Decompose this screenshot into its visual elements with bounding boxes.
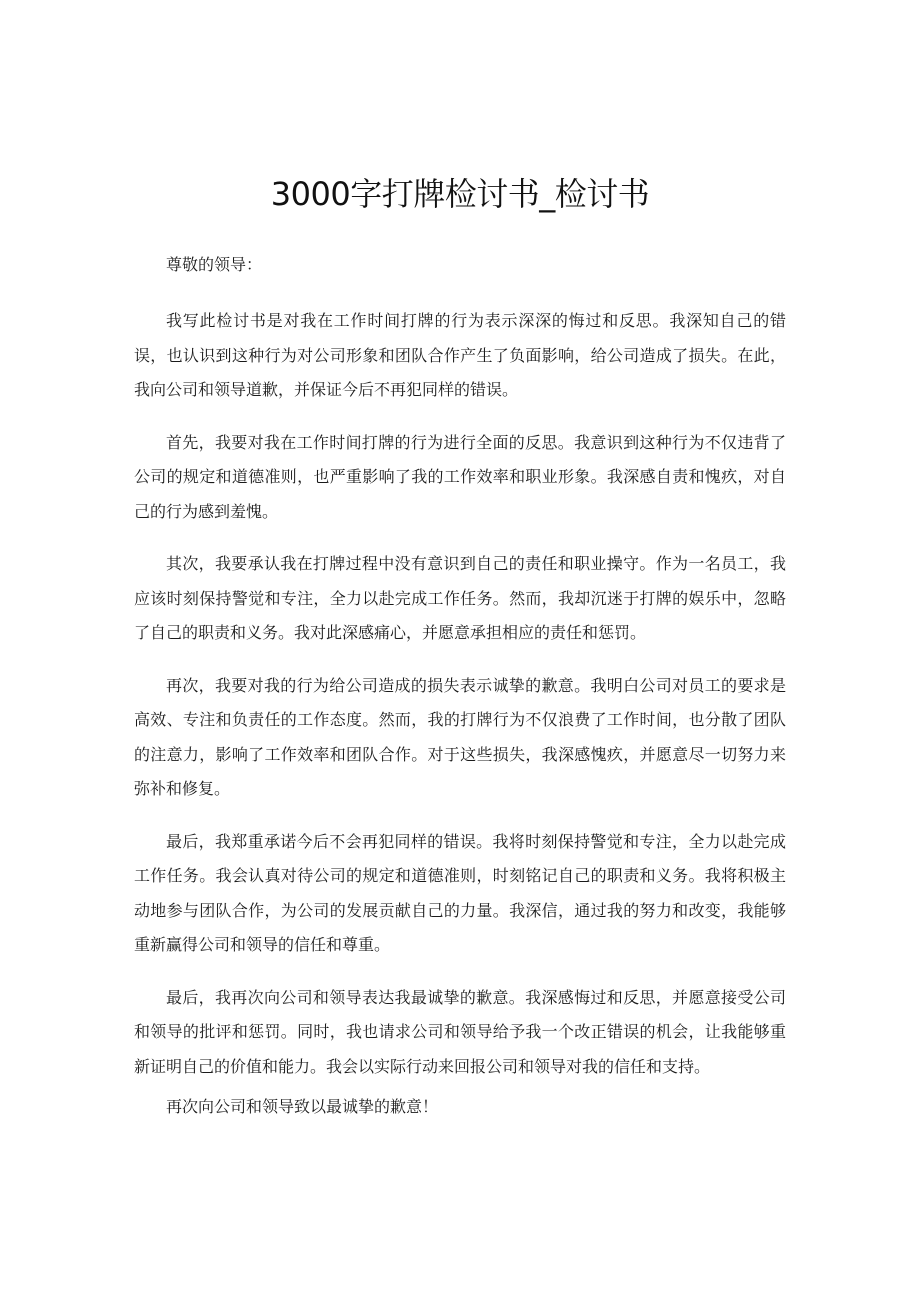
paragraph-1: 我写此检讨书是对我在工作时间打牌的行为表示深深的悔过和反思。我深知自己的错误，也认识到这种行为对公司形象和团队合作产生了负面影响，给公司造成了损失。在此，我向公司和领导道歉，并保证今后不再犯同样的错误。: [134, 311, 786, 399]
paragraph-6: 最后，我再次向公司和领导表达我最诚挚的歉意。我深感悔过和反思，并愿意接受公司和领导的批评和惩罚。同时，我也请求公司和领导给予我一个改正错误的机会，让我能够重新证明自己的价值和能力。我会以实际行动来回报公司和领导对我的信任和支持。: [134, 987, 786, 1076]
paragraph-3: 其次，我要承认我在打牌过程中没有意识到自己的责任和职业操守。作为一名员工，我应该时刻保持警觉和专注，全力以赴完成工作任务。然而，我却沉迷于打牌的娱乐中，忽略了自己的职责和义务。我对此深感痛心，并愿意承担相应的责任和惩罚。: [134, 554, 786, 642]
document-title: 3000字打牌检讨书_检讨书: [270, 175, 650, 213]
paragraph-2: 首先，我要对我在工作时间打牌的行为进行全面的反思。我意识到这种行为不仅违背了公司的规定和道德准则，也严重影响了我的工作效率和职业形象。我深感自责和愧疚，对自己的行为感到羞愧。: [134, 432, 786, 521]
salutation: 尊敬的领导：: [166, 255, 263, 274]
closing-line: 再次向公司和领导致以最诚挚的歉意！: [166, 1097, 439, 1116]
document-body: [134, 248, 786, 1124]
paragraph-4: 再次，我要对我的行为给公司造成的损失表示诚挚的歉意。我明白公司对员工的要求是高效、专注和负责任的工作态度。然而，我的打牌行为不仅浪费了工作时间，也分散了团队的注意力，影响了工作效率和团队合作。对于这些损失，我深感愧疚，并愿意尽一切努力来弥补和修复。: [134, 675, 786, 798]
paragraph-5: 最后，我郑重承诺今后不会再犯同样的错误。我将时刻保持警觉和专注，全力以赴完成工作任务。我会认真对待公司的规定和道德准则，时刻铭记自己的职责和义务。我将积极主动地参与团队合作，为公司的发展贡献自己的力量。我深信，通过我的努力和改变，我能够重新赢得公司和领导的信任和尊重。: [134, 831, 786, 954]
